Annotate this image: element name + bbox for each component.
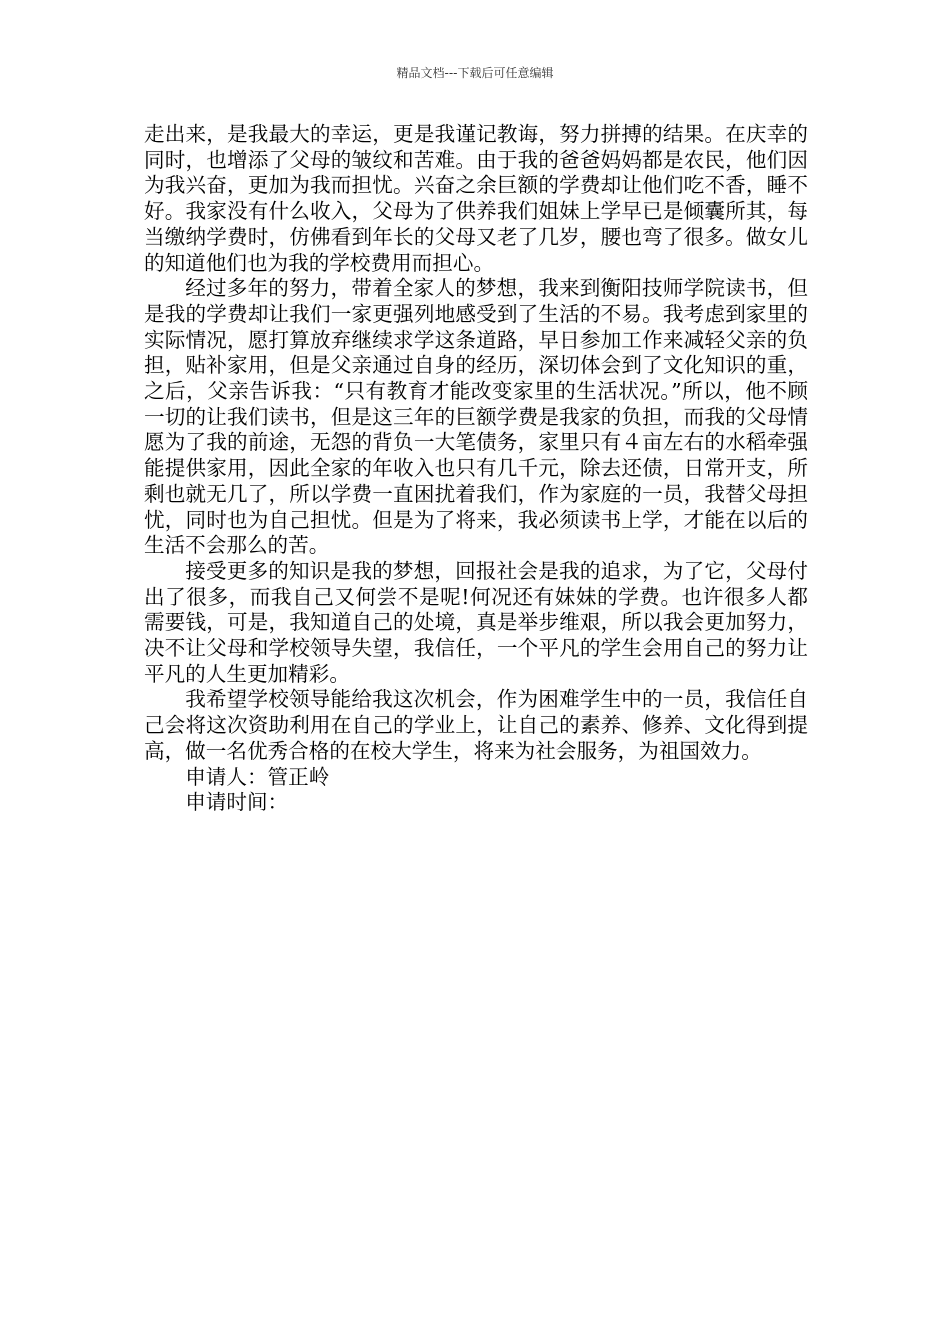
page-header: 精品文档---下载后可任意编辑 xyxy=(396,66,554,80)
paragraph-1: 走出来，是我最大的幸运，更是我谨记教诲，努力拼搏的结果。在庆幸的同时，也增添了父母的皱纹和苦难。由于我的爸爸妈妈都是农民，他们因为我兴奋，更加为我而担忧。兴奋之余巨额的学费却让他们吃不香，睡不好。我家没有什么收入，父母为了供养我们姐妹上学早已是倾囊所其，每当缴纳学费时，仿佛看到年长的父母又老了几岁，腰也弯了很多。做女儿的知道他们也为我的学校费用而担心。 xyxy=(144,122,808,275)
application-date-line: 申请时间： xyxy=(185,790,289,815)
document-body xyxy=(144,122,808,816)
paragraph-3: 接受更多的知识是我的梦想，回报社会是我的追求，为了它，父母付出了很多，而我自己又何尝不是呢!何况还有妹妹的学费。也许很多人都需要钱，可是，我知道自己的处境，真是举步维艰，所以我会更加努力，决不让父母和学校领导失望，我信任，一个平凡的学生会用自己的努力让平凡的人生更加精彩。 xyxy=(144,558,808,686)
paragraph-2: 经过多年的努力，带着全家人的梦想，我来到衡阳技师学院读书，但是我的学费却让我们一家更强列地感受到了生活的不易。我考虑到家里的实际情况，愿打算放弃继续求学这条道路，早日参加工作来减轻父亲的负担，贴补家用，但是父亲通过自身的经历，深切体会到了文化知识的重，之后，父亲告诉我：“只有教育才能改变家里的生活状况。”所以，他不顾一切的让我们读书，但是这三年的巨额学费是我家的负担，而我的父母情愿为了我的前途，无怨的背负一大笔债务，家里只有４亩左右的水稻牵强能提供家用，因此全家的年收入也只有几千元，除去还债，日常开支，所剩也就无几了，所以学费一直困扰着我们，作为家庭的一员，我替父母担忧，同时也为自己担忧。但是为了将来，我必须读书上学，才能在以后的生活不会那么的苦。 xyxy=(144,276,808,558)
applicant-line: 申请人：管正岭 xyxy=(185,764,330,789)
paragraph-4: 我希望学校领导能给我这次机会，作为困难学生中的一员，我信任自己会将这次资助利用在自己的学业上，让自己的素养、修养、文化得到提高，做一名优秀合格的在校大学生，将来为社会服务，为祖国效力。 xyxy=(144,687,808,763)
